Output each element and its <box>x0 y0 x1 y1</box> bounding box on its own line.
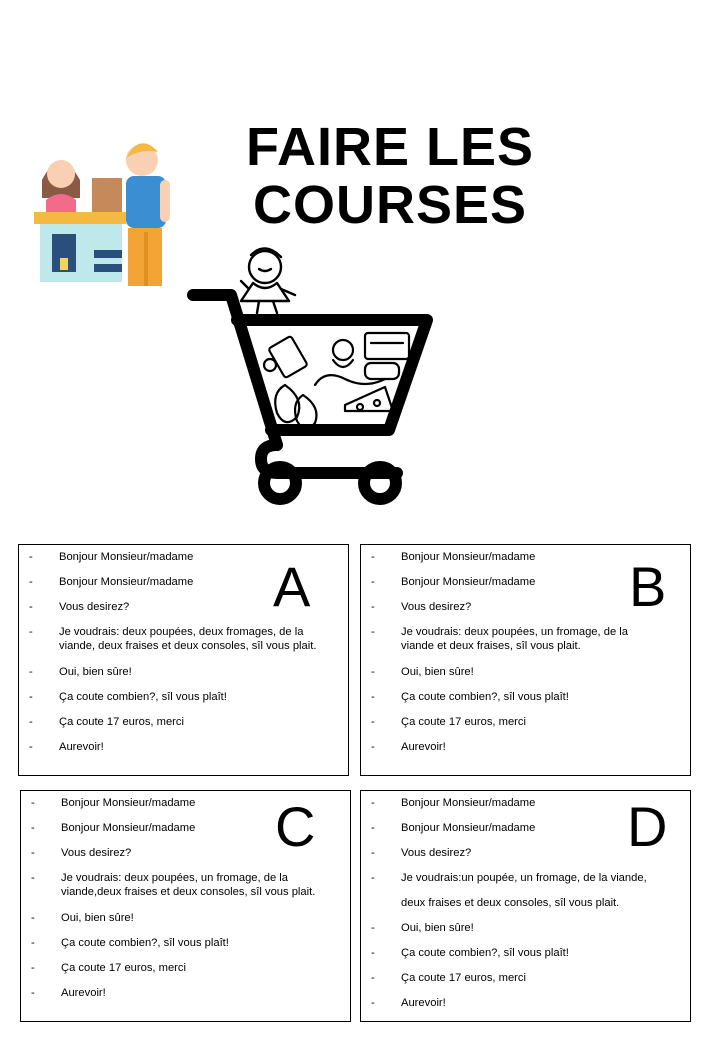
card-letter: B <box>629 555 667 618</box>
dialogue-card-d: D - Bonjour Monsieur/madame - Bonjour Monsieur/madame - Vous desirez? - Je voudrais:un poupée, un fromage, de la viande, deux fraises et deux consoles, sîl vous plait. - Oui, bien sûre! - Ça coute combien?, sîl vous plaît! - Ça coute 17 euros, merci - Aurevoir! <box>360 790 691 1022</box>
dialogue-card-a: A - Bonjour Monsieur/madame - Bonjour Monsieur/madame - Vous desirez? - Je voudrais: deux poupées, deux fromages, de la viande, deux fraises et deux consoles, sîl vous plait. - Oui, bien sûre! - Ça coute combien?, sîl vous plaît! - Ça coute 17 euros, merci - Aurevoir! <box>18 544 349 776</box>
dialogue-card-b: B - Bonjour Monsieur/madame - Bonjour Monsieur/madame - Vous desirez? - Je voudrais: deux poupées, un fromage, de la viande et deux fraises, sîl vous plait. - Oui, bien sûre! - Ça coute combien?, sîl vous plaît! - Ça coute 17 euros, merci - Aurevoir! <box>360 544 691 776</box>
shopping-cart-icon <box>185 245 440 510</box>
dialogue-card-c: C - Bonjour Monsieur/madame - Bonjour Monsieur/madame - Vous desirez? - Je voudrais: deux poupées, un fromage, de la viande,deux fraises et deux consoles, sîl vous plait. - Oui, bien sûre! - Ça coute combien?, sîl vous plaît! - Ça coute 17 euros, merci - Aurevoir! <box>20 790 351 1022</box>
title-line-2: COURSES <box>252 175 528 235</box>
card-letter: A <box>273 555 311 618</box>
title-line-1: FAIRE LES <box>245 117 535 177</box>
shop-counter-icon <box>30 140 180 290</box>
card-letter: D <box>627 795 668 858</box>
card-letter: C <box>275 795 316 858</box>
page-title <box>200 118 580 234</box>
